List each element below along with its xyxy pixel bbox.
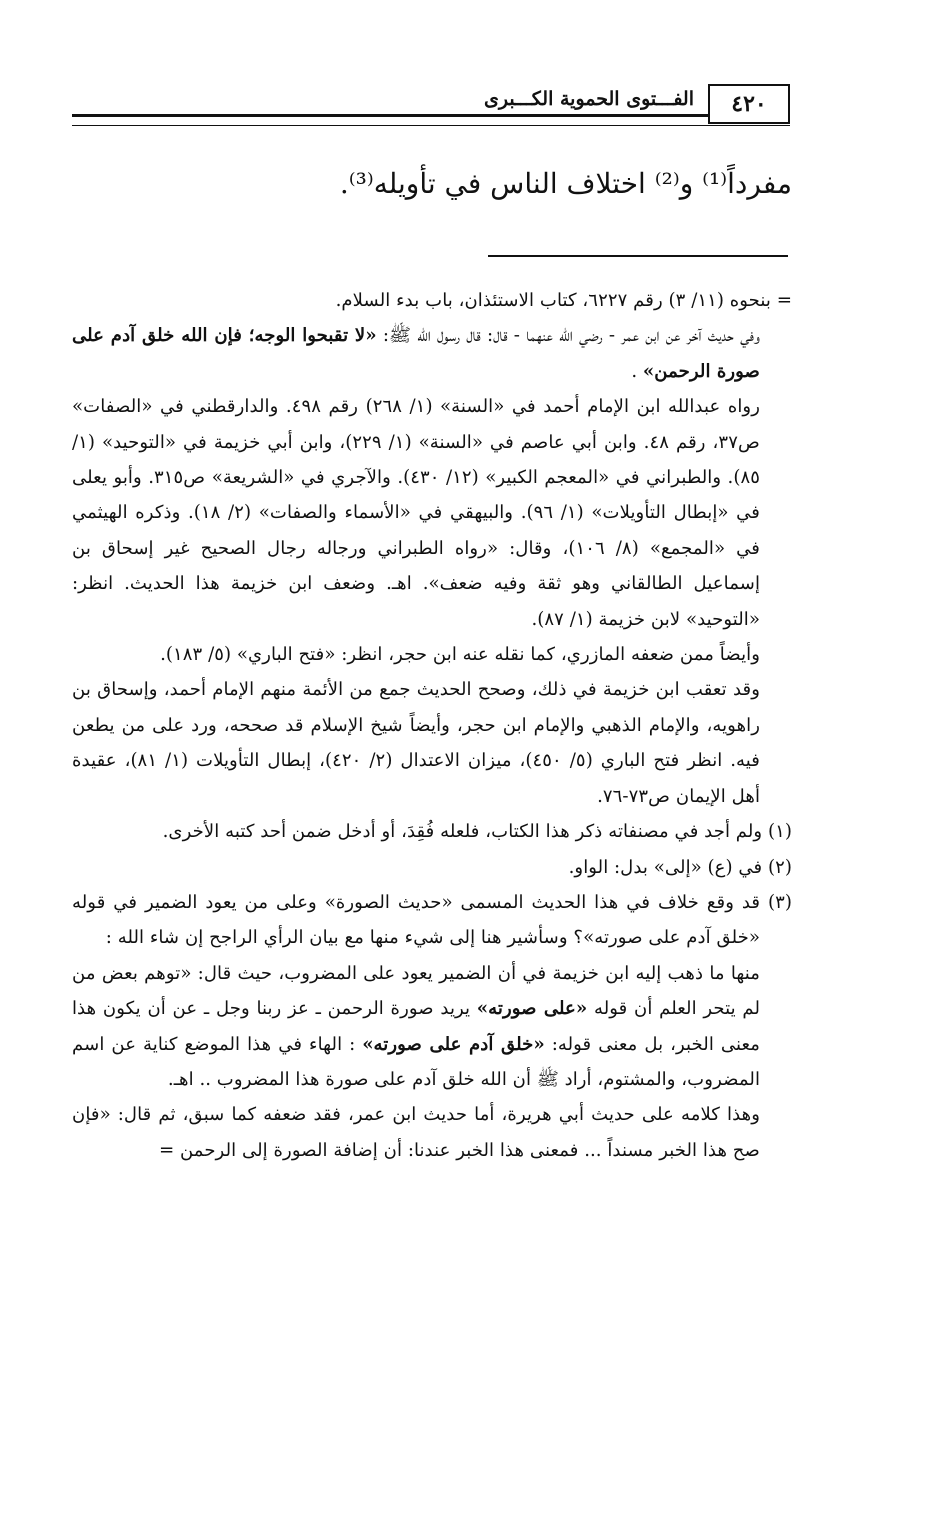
hadith-quote: «خلق آدم على صورته»: [362, 1033, 545, 1055]
footnote-separator: [488, 255, 788, 257]
footnote-text: منها ما ذهب إليه ابن خزيمة في أن الضمير يعود على المضروب، حيث قال: «توهم بعض من لم يتحر العلم أن قوله: [72, 962, 760, 1020]
running-title: الفـــتوى الحموية الكـــبرى: [484, 88, 694, 110]
footnote-1: (١) ولم أجد في مصنفاته ذكر هذا الكتاب، فلعله فُقِدَ، أو أدخل ضمن أحد كتبه الأخرى.: [162, 821, 792, 843]
hadith-quote: «على صورته»: [476, 998, 588, 1020]
footnote-text: : الهاء في هذا الموضع كناية عن اسم المضروب، والمشتوم، أراد ﷺ أن الله خلق آدم على صورة هذا المضروب .. اهـ.: [72, 1033, 760, 1090]
footnote-3: (٣) قد وقع خلاف في هذا الحديث المسمى «حديث الصورة» وعلى من يعود الضمير في قوله «خلق آدم على صورته»؟ وسأشير هنا إلى شيء منها مع بيان الرأي الراجح إن شاء الله :: [72, 891, 792, 949]
footnote-text: وفي حديث آخر عن ابن عمر - رضي الله عنهما - قال: قال رسول الله ﷺ:: [376, 325, 761, 347]
footnote-paragraph: وقد تعقب ابن خزيمة في ذلك، وصحح الحديث جمع من الأئمة منهم الإمام أحمد، وإسحاق بن راهويه، والإمام الذهبي والإمام ابن حجر، وأيضاً شيخ الإسلام قد صححه، ورد على من يطعن فيه. انظر فتح الباري (٥/ ٤٥٠)، ميزان الاعتدال (٢/ ٤٢٠)، إبطال التأويلات (١/ ٨١)، عقيدة أهل الإيمان ص٧٣-٧٦.: [72, 679, 760, 807]
header-rule: [72, 114, 790, 126]
footnote-paragraph: [72, 318, 792, 389]
footnote-3-paragraph: وهذا كلامه على حديث أبي هريرة، أما حديث ابن عمر، فقد ضعفه كما سبق، ثم قال: «فإن صح هذا الخبر مسنداً ... فمعنى هذا الخبر عندنا: أن إضافة الصورة إلى الرحمن =: [72, 1104, 760, 1161]
footnote-text: يريد صورة الرحمن ـ عز ربنا وجل ـ عن أن يكون هذا معنى الخبر، بل معنى قوله:: [72, 998, 761, 1055]
main-text-line: مفرداً⁽¹⁾ و⁽²⁾ اختلاف الناس في تأويله⁽³⁾.: [339, 167, 792, 200]
footnote-paragraph: وأيضاً ممن ضعفه المازري، كما نقله عنه ابن حجر، انظر: «فتح الباري» (٥/ ١٨٣).: [160, 644, 760, 666]
footnotes: [72, 283, 792, 1168]
page-number: ٤٢٠: [708, 84, 790, 124]
hadith-quote: «لا تقبحوا الوجه؛ فإن الله خلق آدم على صورة الرحمن»: [72, 325, 760, 382]
footnote-text: .: [631, 360, 643, 382]
page-header: [72, 76, 790, 128]
footnote-2: (٢) في (ع) «إلى» بدل: الواو.: [568, 856, 792, 878]
footnote-paragraph: رواه عبدالله ابن الإمام أحمد في «السنة» (١/ ٢٦٨) رقم ٤٩٨. والدارقطني في «الصفات» ص٣٧، رقم ٤٨. وابن أبي عاصم في «السنة» (١/ ٢٢٩)، وابن أبي خزيمة في «التوحيد» (١/ ٨٥). والطبراني في «المعجم الكبير» (١٢/ ٤٣٠). والآجري في «الشريعة» ص٣١٥. وأبو يعلى في «إبطال التأويلات» (١/ ٩٦). والبيهقي في «الأسماء والصفات» (٢/ ١٨). وذكره الهيثمي في «المجمع» (٨/ ١٠٦)، وقال: «رواه الطبراني ورجاله رجال الصحيح غير إسحاق بن إسماعيل الطالقاني وهو ثقة وفيه ضعف». اهـ. وضعف ابن خزيمة هذا الحديث. انظر: «التوحيد» لابن خزيمة (١/ ٨٧).: [72, 396, 760, 630]
footnote-3-paragraph: [72, 956, 792, 1098]
footnote-continuation: = بنحوه (١١/ ٣) رقم ٦٢٢٧، كتاب الاستئذان، باب بدء السلام.: [335, 290, 792, 311]
